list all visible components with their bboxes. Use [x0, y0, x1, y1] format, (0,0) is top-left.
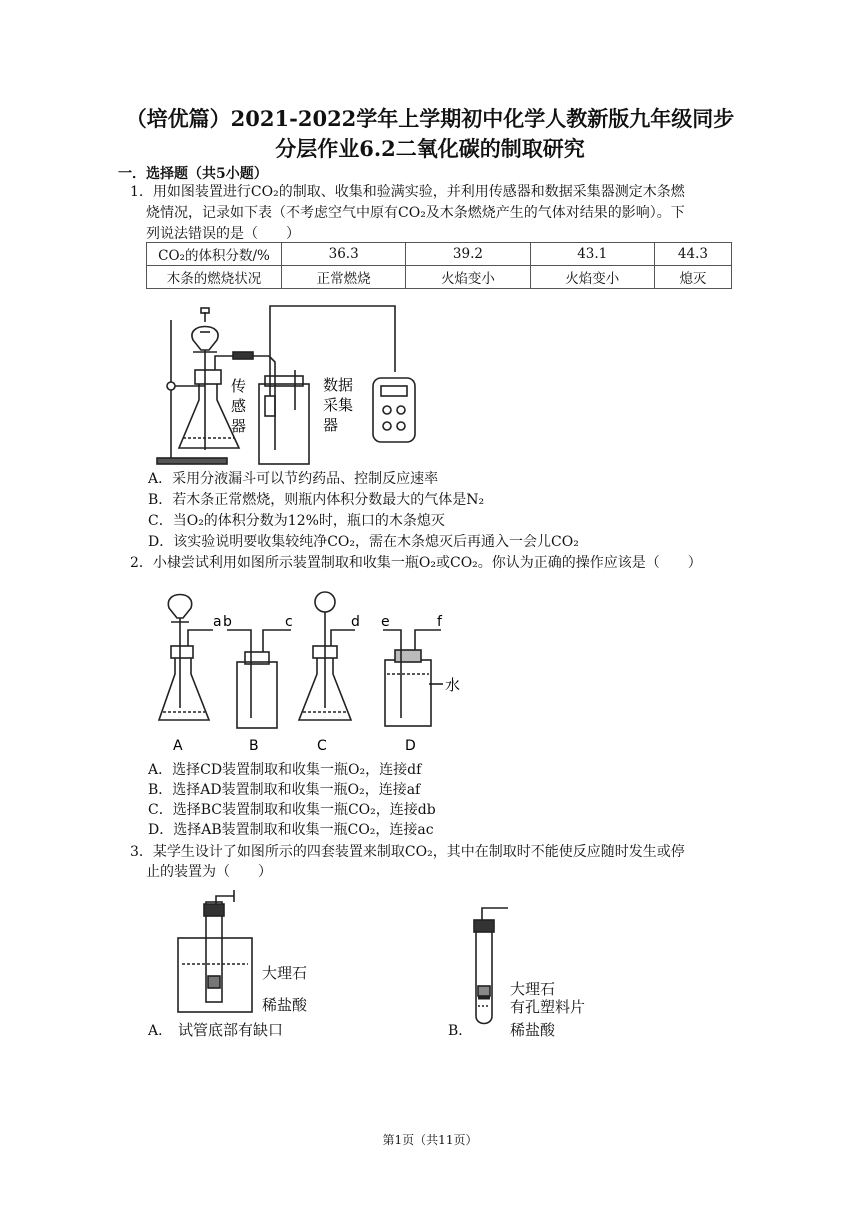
q3-caption-b-letter: B．	[448, 1023, 473, 1039]
apparatus-a-label: A	[173, 738, 183, 754]
q1-stem-line3: 列说法错误的是（ ）	[146, 226, 300, 242]
table-cell: 36.3	[282, 243, 406, 266]
collector-label-2: 采集	[323, 396, 354, 414]
q3-b-acid-label: 稀盐酸	[510, 1021, 556, 1039]
port-c: c	[285, 614, 293, 630]
port-e: e	[381, 614, 390, 630]
q3-a-acid-label: 稀盐酸	[262, 996, 308, 1014]
section-heading: 一．选择题（共5小题）	[118, 166, 268, 182]
q3-figure-a	[170, 888, 260, 1018]
apparatus-b-label: B	[249, 738, 259, 754]
page-footer: 第1页（共11页）	[382, 1133, 478, 1147]
q1-stem-line2: 烧情况，记录如下表（不考虑空气中原有CO₂及木条燃烧产生的气体对结果的影响）。下	[146, 205, 685, 221]
q3-a-marble-label: 大理石	[262, 964, 308, 982]
q1-data-table	[146, 242, 732, 289]
q1-option-c: C．当O₂的体积分数为12%时，瓶口的木条熄灭	[148, 513, 445, 529]
q1-option-b: B．若木条正常燃烧，则瓶内体积分数最大的气体是N₂	[148, 492, 485, 508]
port-a: a	[213, 614, 222, 630]
table-row-header: CO₂的体积分数/%	[147, 243, 282, 266]
q2-option-b: B．选择AD装置制取和收集一瓶O₂，连接af	[148, 782, 421, 798]
q1-stem-line1: 1．用如图装置进行CO₂的制取、收集和验满实验，并利用传感器和数据采集器测定木条燃	[130, 184, 685, 200]
collector-label-1: 数据	[323, 376, 354, 394]
q3-caption-a-letter: A．	[148, 1023, 173, 1039]
doc-title-line1: （培优篇）2021-2022学年上学期初中化学人教新版九年级同步	[125, 106, 735, 131]
sensor-label-2: 感	[231, 397, 247, 415]
q2-option-a: A．选择CD装置制取和收集一瓶O₂，连接df	[148, 762, 422, 778]
port-b: b	[223, 614, 232, 630]
q2-option-c: C．选择BC装置制取和收集一瓶CO₂，连接db	[148, 802, 436, 818]
table-cell: 正常燃烧	[282, 266, 406, 289]
q1-option-a: A．采用分液漏斗可以节约药品、控制反应速率	[148, 471, 439, 487]
q2-apparatus-figure	[155, 578, 475, 756]
table-row	[147, 266, 732, 289]
collector-label-3: 器	[323, 416, 339, 434]
table-cell: 44.3	[654, 243, 731, 266]
q3-stem-line2: 止的装置为（ ）	[146, 864, 272, 880]
q3-b-plate-label: 有孔塑料片	[510, 998, 586, 1016]
table-row-header: 木条的燃烧状况	[147, 266, 282, 289]
apparatus-d-label: D	[405, 738, 416, 754]
table-cell: 39.2	[406, 243, 530, 266]
q2-option-d: D．选择AB装置制取和收集一瓶CO₂，连接ac	[148, 822, 434, 838]
q2-stem: 2．小棣尝试利用如图所示装置制取和收集一瓶O₂或CO₂。你认为正确的操作应该是（ ）	[130, 555, 702, 571]
table-cell: 熄灭	[654, 266, 731, 289]
q3-b-marble-label: 大理石	[510, 980, 556, 998]
sensor-label-3: 器	[231, 417, 247, 435]
port-d: d	[351, 614, 360, 630]
q3-stem-line1: 3．某学生设计了如图所示的四套装置来制取CO₂，其中在制取时不能使反应随时发生或停	[130, 844, 685, 860]
q3-caption-a: 试管底部有缺口	[178, 1021, 284, 1039]
q1-option-d: D．该实验说明要收集较纯净CO₂，需在木条熄灭后再通入一会儿CO₂	[148, 534, 579, 550]
port-f: f	[437, 614, 442, 630]
table-cell: 火焰变小	[530, 266, 654, 289]
apparatus-c-label: C	[317, 738, 327, 754]
q1-apparatus-figure	[145, 300, 435, 470]
water-label: 水	[445, 676, 461, 694]
doc-title-line2: 分层作业6.2二氧化碳的制取研究	[275, 136, 585, 161]
sensor-label-1: 传	[231, 377, 247, 395]
table-cell: 火焰变小	[406, 266, 530, 289]
table-cell: 43.1	[530, 243, 654, 266]
table-row	[147, 243, 732, 266]
